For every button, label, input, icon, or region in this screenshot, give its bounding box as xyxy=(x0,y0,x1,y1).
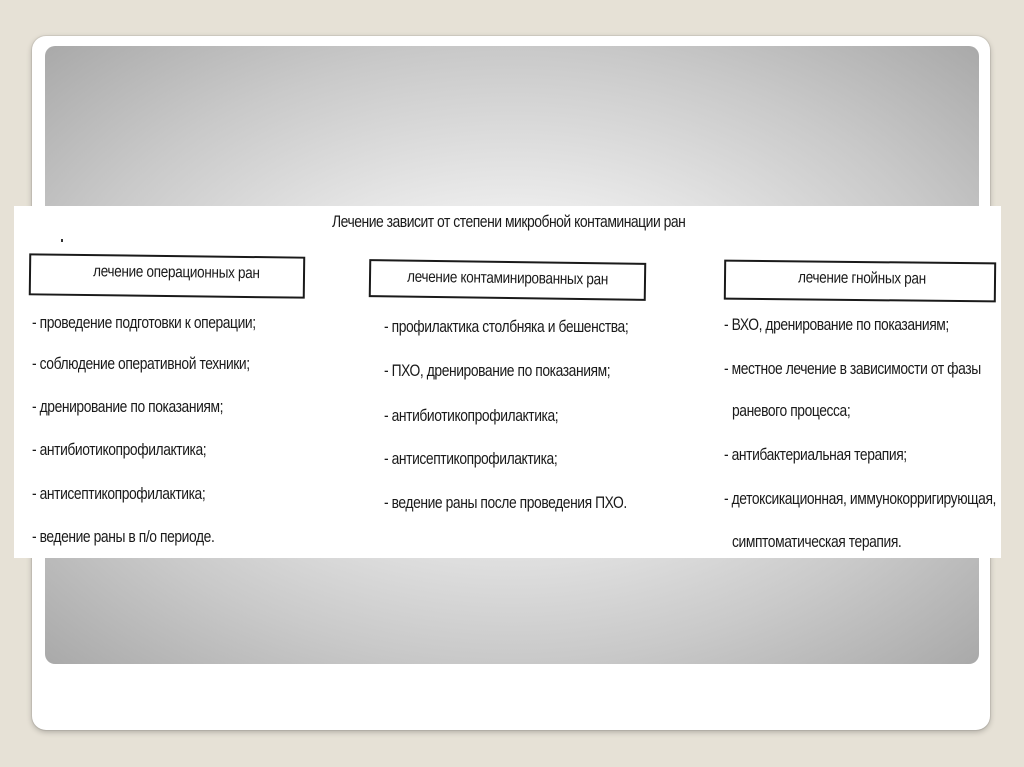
list-item: - ведение раны после проведения ПХО. xyxy=(384,494,627,512)
scan-artifact xyxy=(61,239,63,242)
list-item: - антибиотикопрофилактика; xyxy=(32,441,207,459)
header-box-purulent-wounds xyxy=(724,260,996,303)
list-item: - антисептикопрофилактика; xyxy=(384,450,558,468)
list-item-continuation: симптоматическая терапия. xyxy=(732,533,902,551)
header-box-operational-wounds xyxy=(29,253,305,298)
list-item: - проведение подготовки к операции; xyxy=(32,314,256,332)
header-label: лечение контаминированных ран xyxy=(406,268,609,289)
list-item: - дренирование по показаниям; xyxy=(32,398,224,416)
list-item: - ведение раны в п/о периоде. xyxy=(32,528,215,546)
list-item: - детоксикационная, иммунокорригирующая, xyxy=(724,490,996,508)
list-item: - соблюдение оперативной техники; xyxy=(32,355,250,373)
list-item: - ВХО, дренирование по показаниям; xyxy=(724,316,949,334)
list-item: - антибактериальная терапия; xyxy=(724,446,907,464)
list-item-continuation: раневого процесса; xyxy=(732,402,851,420)
list-item: - ПХО, дренирование по показаниям; xyxy=(384,362,611,380)
list-item: - профилактика столбняка и бешенства; xyxy=(384,318,629,336)
header-label: лечение гнойных ран xyxy=(797,269,926,288)
table-title: Лечение зависит от степени микробной контаминации ран xyxy=(332,212,686,231)
header-label: лечение операционных ран xyxy=(92,263,260,283)
list-item: - антисептикопрофилактика; xyxy=(32,485,206,503)
scanned-table-image xyxy=(14,206,1001,558)
list-item: - антибиотикопрофилактика; xyxy=(384,407,559,425)
header-box-contaminated-wounds xyxy=(369,259,647,301)
list-item: - местное лечение в зависимости от фазы xyxy=(724,360,981,378)
